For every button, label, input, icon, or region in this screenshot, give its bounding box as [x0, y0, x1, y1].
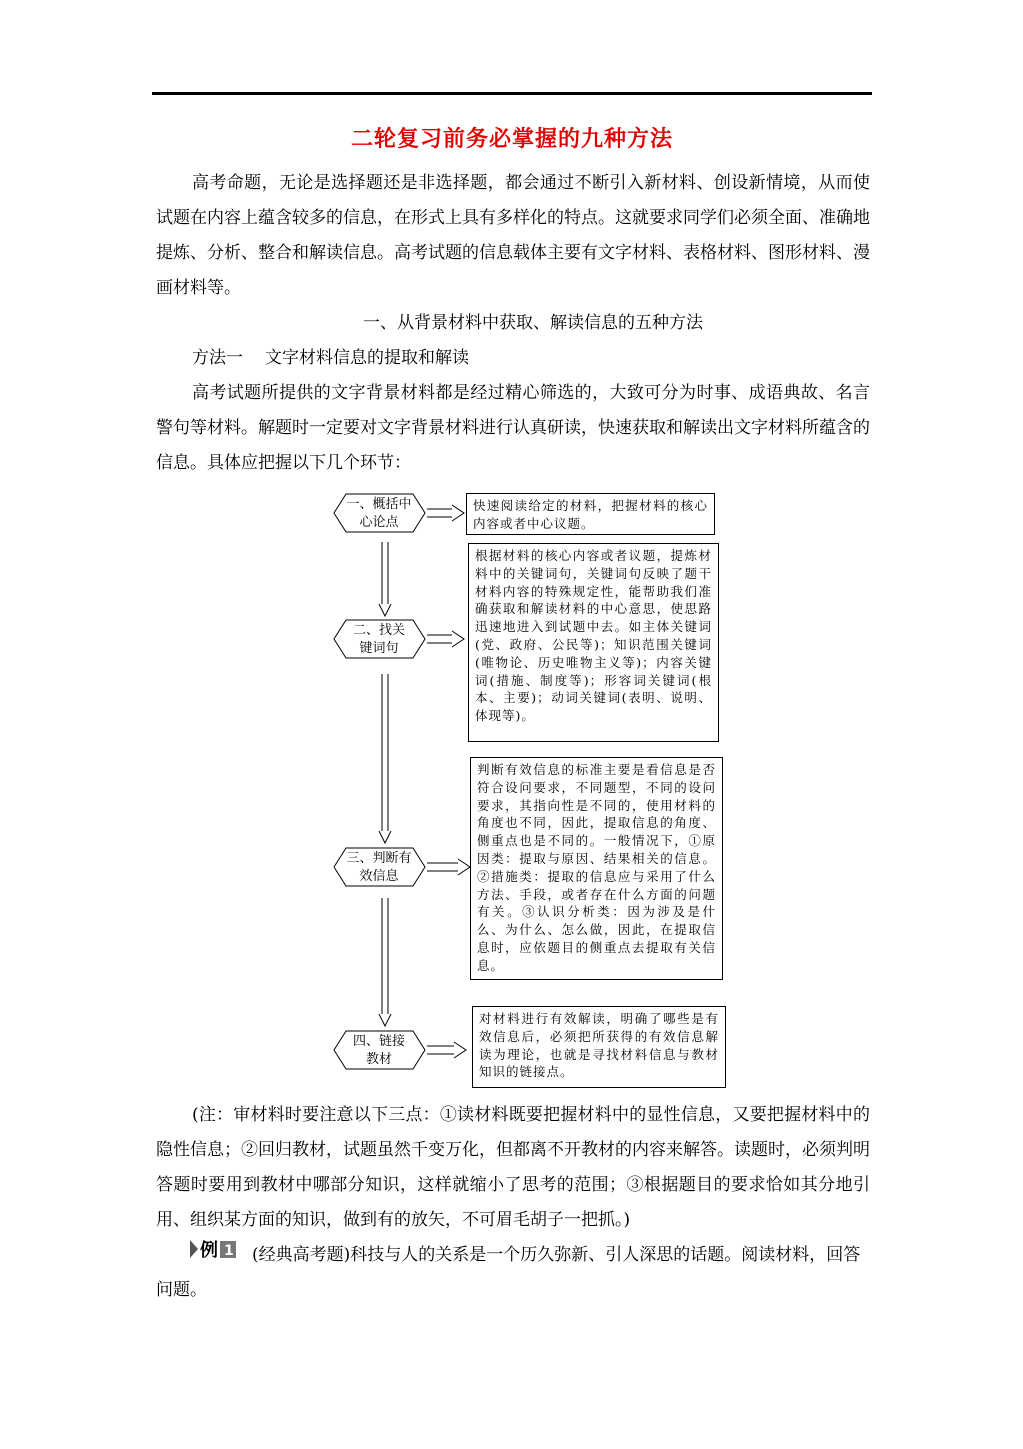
example-block — [156, 1238, 870, 1308]
section-heading: 一、从背景材料中获取、解读信息的五种方法 — [363, 313, 703, 333]
step-2-label — [344, 622, 414, 658]
example-badge-text: 例 — [200, 1240, 218, 1260]
step-1-label — [344, 496, 414, 532]
step-1-label-line-1: 一、概括中 — [346, 497, 412, 512]
step-4-label-line-2: 教材 — [365, 1052, 392, 1067]
page-title: 二轮复习前务必掌握的九种方法 — [350, 127, 673, 152]
top-rule — [152, 92, 872, 95]
step-2-label-line-2: 键词句 — [359, 641, 399, 656]
step-2-label-line-1: 二、找关 — [352, 623, 405, 638]
example-badge — [190, 1238, 238, 1273]
note-paragraph: (注：审材料时要注意以下三点：①读材料既要把握材料中的显性信息，又要把握材料中的隐性信息；②回归教材，试题虽然千变万化，但都离不开教材的内容来解答。读题时，必须判明答题时要用到教材中哪部分知识，这样就缩小了思考的范围；③根据题目的要求恰如其分地引用、组织某方面的知识，做到有的放矢，不可眉毛胡子一把抓。) — [156, 1105, 870, 1230]
right-arrow-3 — [427, 859, 470, 875]
example-badge-number: 1 — [224, 1243, 234, 1259]
method-name: 文字材料信息的提取和解读 — [265, 348, 469, 368]
step-3-label-line-1: 三、判断有 — [346, 851, 412, 866]
step-3-label-line-2: 效信息 — [359, 869, 399, 884]
step-1-label-line-2: 心论点 — [359, 515, 399, 530]
step-1-detail-box: 快速阅读给定的材料，把握材料的核心内容或者中心议题。 — [466, 493, 715, 535]
down-arrow-3 — [379, 898, 391, 1026]
example-badge-icon — [190, 1238, 238, 1260]
intro-paragraph: 高考命题，无论是选择题还是非选择题，都会通过不断引入新材料、创设新情境，从而使试题在内容上蕴含较多的信息，在形式上具有多样化的特点。这就要求同学们必须全面、准确地提炼、分析、整合和解读信息。高考试题的信息载体主要有文字材料、表格材料、图形材料、漫画材料等。 — [156, 173, 870, 298]
method-label: 方法一 — [192, 348, 243, 368]
step-4-label-line-1: 四、链接 — [352, 1034, 405, 1049]
step-4-label — [344, 1033, 414, 1069]
example-text: (经典高考题)科技与人的关系是一个历久弥新、引人深思的话题。阅读材料，回答问题。 — [156, 1245, 861, 1300]
right-arrow-4 — [427, 1042, 466, 1058]
down-arrow-2 — [379, 674, 391, 843]
method-heading — [192, 346, 469, 370]
step-3-label — [344, 850, 414, 886]
down-arrow-1 — [379, 542, 391, 616]
step-2-detail-box: 根据材料的核心内容或者议题，提炼材料中的关键词句，关键词句反映了题干材料内容的特殊规定性，能帮助我们准确获取和解读材料的中心意思，使思路迅速地进入到试题中去。如主体关键词(党、政府、公民等)；知识范围关键词(唯物论、历史唯物主义等)；内容关键词(措施、制度等)；形容词关键词(根本、主要)；动词关键词(表明、说明、体现等)。 — [468, 543, 719, 742]
right-arrow-1 — [427, 505, 464, 521]
method-paragraph: 高考试题所提供的文字背景材料都是经过精心筛选的，大致可分为时事、成语典故、名言警句等材料。解题时一定要对文字背景材料进行认真研读，快速获取和解读出文字材料所蕴含的信息。具体应把握以下几个环节： — [156, 383, 870, 473]
right-arrow-2 — [427, 631, 464, 647]
step-3-detail-box: 判断有效信息的标准主要是看信息是否符合设问要求，不同题型，不同的设问要求，其指向性是不同的，使用材料的角度也不同，因此，提取信息的角度、侧重点也是不同的。一般情况下，①原因类：提取与原因、结果相关的信息。②措施类：提取的信息应与采用了什么方法、手段，或者存在什么方面的问题有关。③认识分析类：因为涉及是什么、为什么、怎么做，因此，在提取信息时，应依题目的侧重点去提取有关信息。 — [470, 757, 723, 980]
step-4-detail-box: 对材料进行有效解读，明确了哪些是有效信息后，必须把所获得的有效信息解读为理论，也就是寻找材料信息与教材知识的链接点。 — [472, 1006, 726, 1088]
